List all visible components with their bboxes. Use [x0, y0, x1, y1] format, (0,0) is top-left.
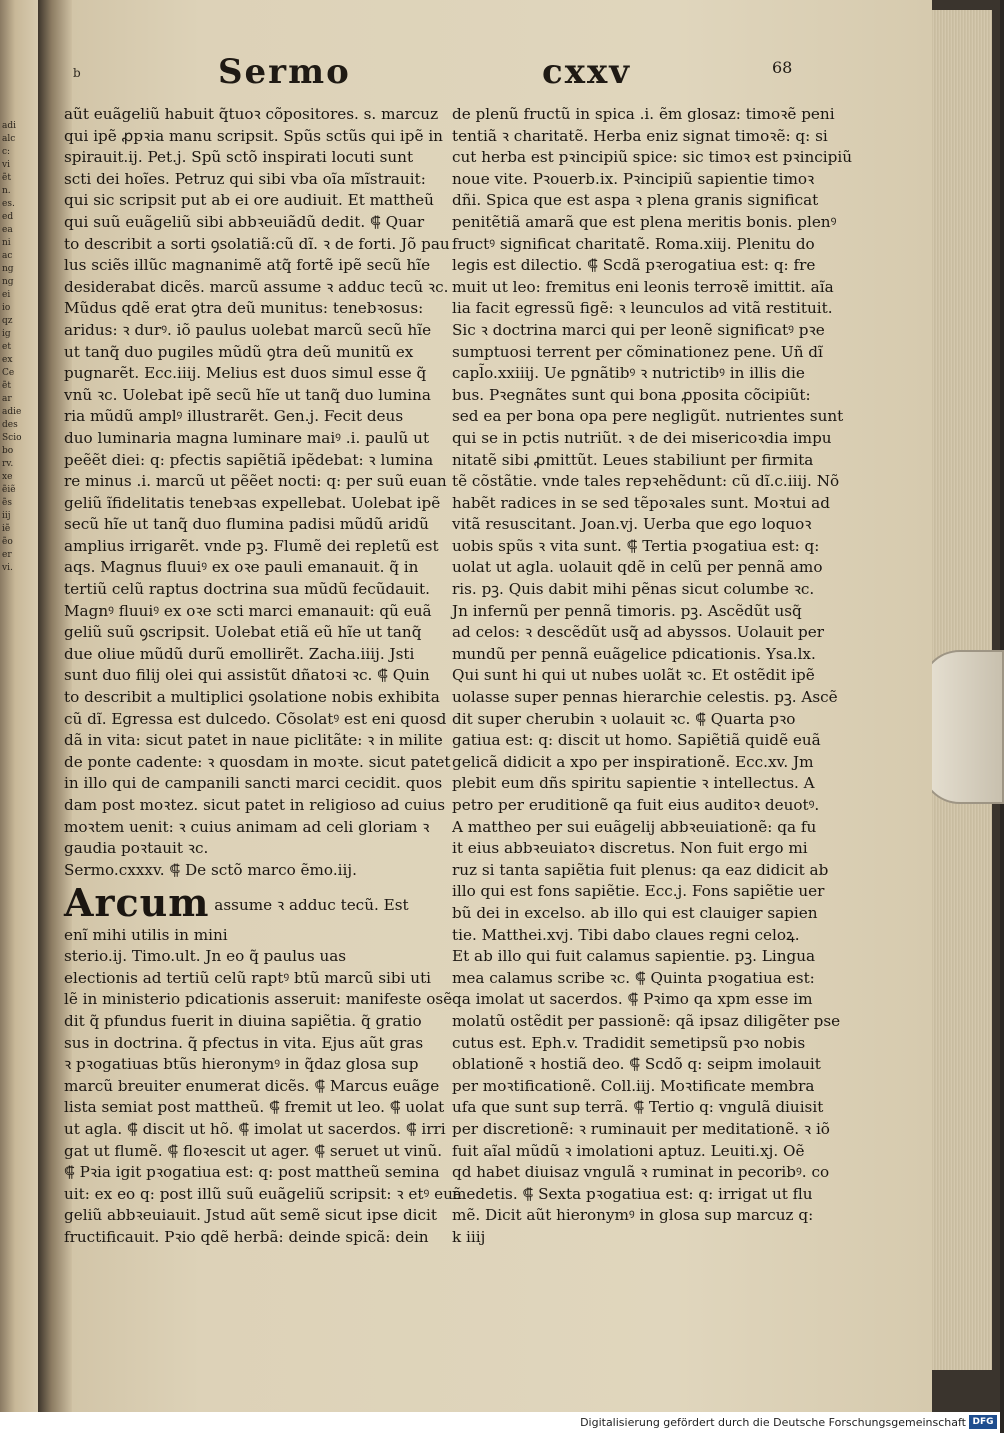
left-page-fragment: des: [2, 420, 18, 430]
left-page-fragment: ng: [2, 277, 14, 287]
left-page-fragment: adi: [2, 121, 17, 131]
signature-mark: b: [73, 66, 81, 80]
text-line: qui suũ euãgeliũ sibi abbꝛeuiãdũ dedit. ⸿ Quar: [64, 212, 425, 231]
text-line: tentiã ꝛ charitatẽ. Herba eniz signat timoꝛẽ: q: si: [452, 126, 828, 145]
text-line: ad celos: ꝛ descẽdũt usq̃ ad abyssos. Uolauit per: [452, 623, 824, 642]
text-line: gelicã didicit a xpo per inspirationẽ. Ecc.xv. Jm: [452, 752, 814, 771]
left-page-fragment: bo: [2, 446, 14, 456]
text-line: Sic ꝛ doctrina marci qui per leonẽ significatꝰ pꝛe: [452, 320, 825, 339]
left-page-fragment: vi: [2, 160, 10, 170]
text-line: dñi. Spica que est aspa ꝛ plena granis significat: [452, 191, 819, 210]
text-line: ria mũdũ amplꝰ illustrarẽt. Gen.j. Fecit deus: [64, 407, 404, 426]
text-line: cut herba est pꝛincipiũ spice: sic timoꝛ est pꝛincipiũ: [452, 148, 853, 167]
text-line: electionis ad tertiũ celũ raptꝰ btũ marcũ sibi uti: [64, 968, 432, 987]
text-line: amplius irrigarẽt. vnde pꝫ. Flumẽ dei repletũ est: [64, 536, 439, 555]
page-clip: [920, 650, 1004, 804]
text-line: gatiua est: q: discit ut homo. Sapiẽtiã quidẽ euã: [452, 731, 821, 750]
text-line: muit ut leo: fremitus eni leonis terroꝛẽ imittit. aĩa: [452, 277, 834, 296]
text-line: k iiij: [452, 1227, 486, 1246]
text-line: spirauit.ij. Pet.j. Spũ sctõ inspirati locuti sunt: [64, 148, 414, 167]
left-page-fragment: xe: [2, 472, 13, 482]
text-line: fructificauit. Pꝛio qdẽ herbã: deinde spicã: dein: [64, 1227, 429, 1246]
text-line: gat ut flumẽ. ⸿ floꝛescit ut ager. ⸿ seruet ut vinũ.: [64, 1141, 443, 1160]
left-page-edge: [0, 0, 38, 1412]
text-line: vnũ ꝛc. Uolebat ipẽ secũ hĩe ut tanq̃ duo lumina: [64, 385, 431, 404]
left-page-fragment: c:: [2, 147, 11, 157]
text-line: Mũdus qdẽ erat ꝯtra deũ munitus: tenebꝛosus:: [64, 299, 424, 318]
text-line: ris. pꝫ. Quis dabit mihi pẽnas sicut columbe ꝛc.: [452, 580, 815, 599]
text-line: per discretionẽ: ꝛ ruminauit per meditationẽ. ꝛ iõ: [452, 1119, 830, 1138]
left-page-fragment: ni: [2, 238, 11, 248]
text-line: illo qui est fons sapiẽtie. Ecc.j. Fons sapiẽtie uer: [452, 882, 825, 901]
text-line: lia facit egressũ figẽ: ꝛ leunculos ad vitã restituit.: [452, 299, 833, 318]
left-page-fragment: ng: [2, 264, 14, 274]
text-line: geliũ suũ ꝯscripsit. Uolebat etiã eũ hĩe ut tanq̃: [64, 623, 422, 642]
text-line: dã in vita: sicut patet in naue piclitãte: ꝛ in milite: [64, 731, 443, 750]
text-line: de ponte cadente: ꝛ quosdam in moꝛte. sicut patet: [64, 752, 451, 771]
text-line: per moꝛtificationẽ. Coll.iij. Moꝛtificate membra: [452, 1076, 815, 1095]
left-page-fragment: iẽ: [2, 524, 11, 534]
text-line: dit q̃ pfundus fuerit in diuina sapiẽtia. q̃ gratio: [64, 1011, 422, 1030]
text-line: bus. Pꝛegnãtes sunt qui bona ꝓposita cõcipiũt:: [452, 385, 811, 404]
text-line: lẽ in ministerio pdicationis asseruit: manifeste osẽ: [64, 990, 453, 1009]
text-line: Jn infernũ per pennã timoris. pꝫ. Ascẽdũt usq̃: [452, 601, 802, 620]
text-line: A mattheo per sui euãgelij abbꝛeuiationẽ: qa fu: [452, 817, 817, 836]
text-line: nitatẽ sibi ꝓmittũt. Leues stabiliunt per firmita: [452, 450, 814, 469]
text-line: secũ hĩe ut tanq̃ duo flumina padisi mũdũ aridũ: [64, 515, 429, 534]
text-line: geliũ abbꝛeuiauit. Jstud aũt semẽ sicut ipse dicit: [64, 1206, 437, 1225]
left-page-fragment: io: [2, 303, 11, 313]
left-page-fragment: ei: [2, 290, 11, 300]
text-line: sumptuosi terrent per cõminationez pene. Uñ dĩ: [452, 342, 823, 361]
text-line: mea calamus scribe ꝛc. ⸿ Quinta pꝛogatiua est:: [452, 968, 815, 987]
text-line: gaudia poꝛtauit ꝛc.: [64, 839, 209, 858]
text-line: to describit a sorti ꝯsolatiã:cũ dĩ. ꝛ de forti. Jõ pau: [64, 234, 450, 253]
text-line: cũ dĩ. Egressa est dulcedo. Cõsolatꝰ est eni quosd: [64, 709, 447, 728]
left-page-fragment: ẽt: [2, 173, 11, 183]
text-line: ruz si tanta sapiẽtia fuit plenus: qa eaz didicit ab: [452, 860, 829, 879]
text-line: plebit eum dñs spiritu sapientie ꝛ intellectus. A: [452, 774, 815, 793]
text-line: oblationẽ ꝛ hostiã deo. ⸿ Scdõ q: seipm imolauit: [452, 1055, 821, 1074]
text-line: Magnꝰ fluuiꝰ ex oꝛe scti marci emanauit: qũ euã: [64, 601, 432, 620]
left-page-fragment: ẽiẽ: [2, 485, 16, 495]
text-line: to describit a multiplici ꝯsolatione nobis exhibita: [64, 688, 440, 707]
left-page-text-fragments: [2, 120, 36, 575]
left-page-fragment: vi.: [2, 563, 13, 573]
left-page-fragment: iij: [2, 511, 11, 521]
text-line: capl̃o.xxiiij. Ue pgnãtibꝰ ꝛ nutrictibꝰ in illis die: [452, 364, 805, 383]
text-line: sunt duo filij olei qui assistũt dñatoꝛi ꝛc. ⸿ Quin: [64, 666, 430, 685]
running-title-right: cxxv: [542, 52, 631, 92]
left-page-fragment: ẽt: [2, 381, 11, 391]
text-line: qui sic scripsit put ab ei ore audiuit. Et mattheũ: [64, 191, 434, 210]
text-line: desiderabat dicẽs. marcũ assume ꝛ adduc tecũ ꝛc.: [64, 277, 449, 296]
text-line: habẽt radices in se sed tẽpoꝛales sunt. Moꝛtui ad: [452, 493, 830, 512]
text-line: ⸿ Pꝛia igit pꝛogatiua est: q: post mattheũ semina: [64, 1163, 440, 1182]
folio-number: 68: [772, 58, 793, 77]
text-line: vitã resuscitant. Joan.vj. Uerba que ego loquoꝛ: [452, 515, 812, 534]
text-line: in illo qui de campanili sancti marci cecidit. quos: [64, 774, 443, 793]
text-line: lista semiat post mattheũ. ⸿ fremit ut leo. ⸿ uolat: [64, 1098, 445, 1117]
left-page-fragment: er: [2, 550, 12, 560]
text-line: aridus: ꝛ durꝰ. iõ paulus uolebat marcũ secũ hĩe: [64, 320, 432, 339]
text-column-left: [64, 104, 462, 1248]
text-line: ufa que sunt sup terrã. ⸿ Tertio q: vngulã diuisit: [452, 1098, 824, 1117]
footer-credit: Digitalisierung gefördert durch die Deutsche Forschungsgemeinschaft: [580, 1416, 966, 1429]
left-page-fragment: ex: [2, 355, 13, 365]
text-line: qui se in pctis nutriũt. ꝛ de dei misericoꝛdia impu: [452, 428, 832, 447]
left-page-fragment: ed: [2, 212, 14, 222]
text-line: peẽẽt diei: q: pfectis sapiẽtiã ipẽdebat: ꝛ lumina: [64, 450, 434, 469]
left-page-fragment: ig: [2, 329, 11, 339]
left-page-fragment: Ce: [2, 368, 15, 378]
left-page-fragment: rv.: [2, 459, 14, 469]
text-line: legis est dilectio. ⸿ Scdã pꝛerogatiua est: q: fre: [452, 256, 816, 275]
text-line: Et ab illo qui fuit calamus sapientie. pꝫ. Lingua: [452, 947, 816, 966]
book-page: [64, 0, 932, 1412]
text-line: uobis spũs ꝛ vita sunt. ⸿ Tertia pꝛogatiua est: q:: [452, 536, 820, 555]
text-line: qui ipẽ ꝓpꝛia manu scripsit. Spũs sctũs qui ipẽ in: [64, 126, 443, 145]
left-page-fragment: et: [2, 342, 11, 352]
text-line: sus in doctrina. q̃ pfectus in vita. Ejus aũt gras: [64, 1033, 424, 1052]
text-line: tẽ cõstãtie. vnde tales repꝛehẽdunt: cũ dĩ.c.iiij. Nõ: [452, 472, 840, 491]
text-line: pugnarẽt. Ecc.iiij. Melius est duos simul esse q̃: [64, 364, 427, 383]
page-header: [72, 52, 932, 102]
text-line: sed ea per bona opa pere negligũt. nutrientes sunt: [452, 407, 844, 426]
text-line: tertiũ celũ raptus doctrina sua mũdũ fecũdauit.: [64, 580, 430, 599]
text-line: mundũ per pennã euãgelice pdicationis. Ysa.lx.: [452, 644, 816, 663]
text-line: aũt euãgeliũ habuit q̃tuoꝛ cõpositores. s. marcuz: [64, 105, 439, 123]
text-line: marcũ breuiter enumerat dicẽs. ⸿ Marcus euãge: [64, 1076, 440, 1095]
text-line: ut tanq̃ duo pugiles mũdũ ꝯtra deũ munitũ ex: [64, 342, 414, 361]
left-page-fragment: n.: [2, 186, 11, 196]
text-column-right: [452, 104, 853, 1248]
text-line: penitẽtiã amarã que est plena meritis bonis. plenꝰ: [452, 212, 837, 231]
dfg-logo: DFG: [969, 1415, 997, 1429]
text-line: petro per eruditionẽ qa fuit eius auditoꝛ deuotꝰ.: [452, 796, 820, 814]
text-line: geliũ ĩfidelitatis tenebꝛas expellebat. Uolebat ipẽ: [64, 493, 441, 512]
footer-bar: [0, 1412, 1000, 1433]
text-line: uolasse super pennas hierarchie celestis. pꝫ. Ascẽ: [452, 688, 838, 707]
left-page-fragment: es.: [2, 199, 15, 209]
left-page-fragment: ẽo: [2, 537, 13, 547]
text-line: dam post moꝛtez. sicut patet in religioso ad cuius: [64, 796, 445, 814]
text-line: ꝛ pꝛogatiuas btũs hieronymꝰ in q̃daz glosa sup: [64, 1055, 419, 1074]
text-line: uolat ut agla. uolauit qdẽ in celũ per pennã amo: [452, 558, 823, 577]
left-page-fragment: adie: [2, 407, 22, 417]
text-line: Qui sunt hi qui ut nubes uolãt ꝛc. Et ostẽdit ipẽ: [452, 666, 815, 685]
text-line: sterio.ij. Timo.ult. Jn eo q̃ paulus uas: [64, 947, 347, 966]
left-page-fragment: ẽs: [2, 498, 12, 508]
text-line: de plenũ fructũ in spica .i. ẽm glosaz: timoꝛẽ peni: [452, 105, 835, 123]
text-line: medetis. ⸿ Sexta pꝛogatiua est: q: irrigat ut flu: [452, 1184, 813, 1203]
text-line: due oliue mũdũ durũ emollirẽt. Zacha.iiij. Jsti: [64, 644, 415, 663]
text-line: Sermo.cxxxv. ⸿ De sctõ marco ẽmo.iij.: [64, 860, 357, 879]
text-line: re minus .i. marcũ ut pẽẽet nocti: q: per suũ euan: [64, 472, 447, 491]
text-line: dit super cherubin ꝛ uolauit ꝛc. ⸿ Quarta pꝛo: [452, 709, 796, 728]
text-line: molatũ ostẽdit per passionẽ: qã ipsaz diligẽter pse: [452, 1011, 841, 1030]
text-line: tie. Matthei.xvj. Tibi dabo claues regni celoꝝ.: [452, 925, 800, 944]
drop-initial: Arcum: [64, 880, 210, 926]
text-line: duo luminaria magna luminare maiꝰ .i. paulũ ut: [64, 428, 430, 447]
text-line: uit: ex eo q: post illũ suũ euãgeliũ scripsit: ꝛ etꝰ euã: [64, 1184, 462, 1203]
text-line: scti dei hoĩes. Petruz qui sibi vba oĩa mĩstrauit:: [64, 169, 426, 188]
left-page-fragment: qz: [2, 316, 13, 326]
left-page-fragment: ar: [2, 394, 12, 404]
text-line: cutus est. Eph.v. Tradidit semetipsũ pꝛo nobis: [452, 1033, 806, 1052]
text-line: mẽ. Dicit aũt hieronymꝰ in glosa sup marcuz q:: [452, 1206, 814, 1225]
text-line: fructꝰ significat charitatẽ. Roma.xiij. Plenitu do: [452, 234, 815, 253]
text-line: aqs. Magnus fluuiꝰ ex oꝛe pauli emanauit. q̃ in: [64, 558, 419, 577]
text-line: noue vite. Pꝛouerb.ix. Pꝛincipiũ sapientie timoꝛ: [452, 169, 815, 188]
text-line: fuit aĩal mũdũ ꝛ imolationi aptuz. Leuiti.xj. Oẽ: [452, 1141, 805, 1160]
text-line: qd habet diuisaz vngulã ꝛ ruminat in pecoribꝰ. co: [452, 1163, 830, 1182]
left-page-fragment: alc: [2, 134, 16, 144]
text-line: lus sciẽs illũc magnanimẽ atq̃ fortẽ ipẽ secũ hĩe: [64, 256, 431, 275]
text-line: moꝛtem uenit: ꝛ cuius animam ad celi gloriam ꝛ: [64, 817, 430, 836]
text-line: [64, 881, 414, 924]
text-line-rest: assume ꝛ adduc tecũ. Est: [209, 896, 409, 915]
running-title-left: Sermo: [218, 52, 351, 92]
text-line: bũ dei in excelso. ab illo qui est clauiger sapien: [452, 903, 818, 922]
left-page-fragment: ac: [2, 251, 13, 261]
text-line: ut agla. ⸿ discit ut hõ. ⸿ imolat ut sacerdos. ⸿ irri: [64, 1119, 446, 1138]
text-line: qa imolat ut sacerdos. ⸿ Pꝛimo qa xpm esse im: [452, 990, 813, 1009]
left-page-fragment: ea: [2, 225, 13, 235]
left-page-fragment: Scio: [2, 433, 22, 443]
text-line: it eius abbꝛeuiatoꝛ discretus. Non fuit ergo mi: [452, 839, 808, 858]
text-line: enĩ mihi utilis in mini: [64, 925, 228, 944]
